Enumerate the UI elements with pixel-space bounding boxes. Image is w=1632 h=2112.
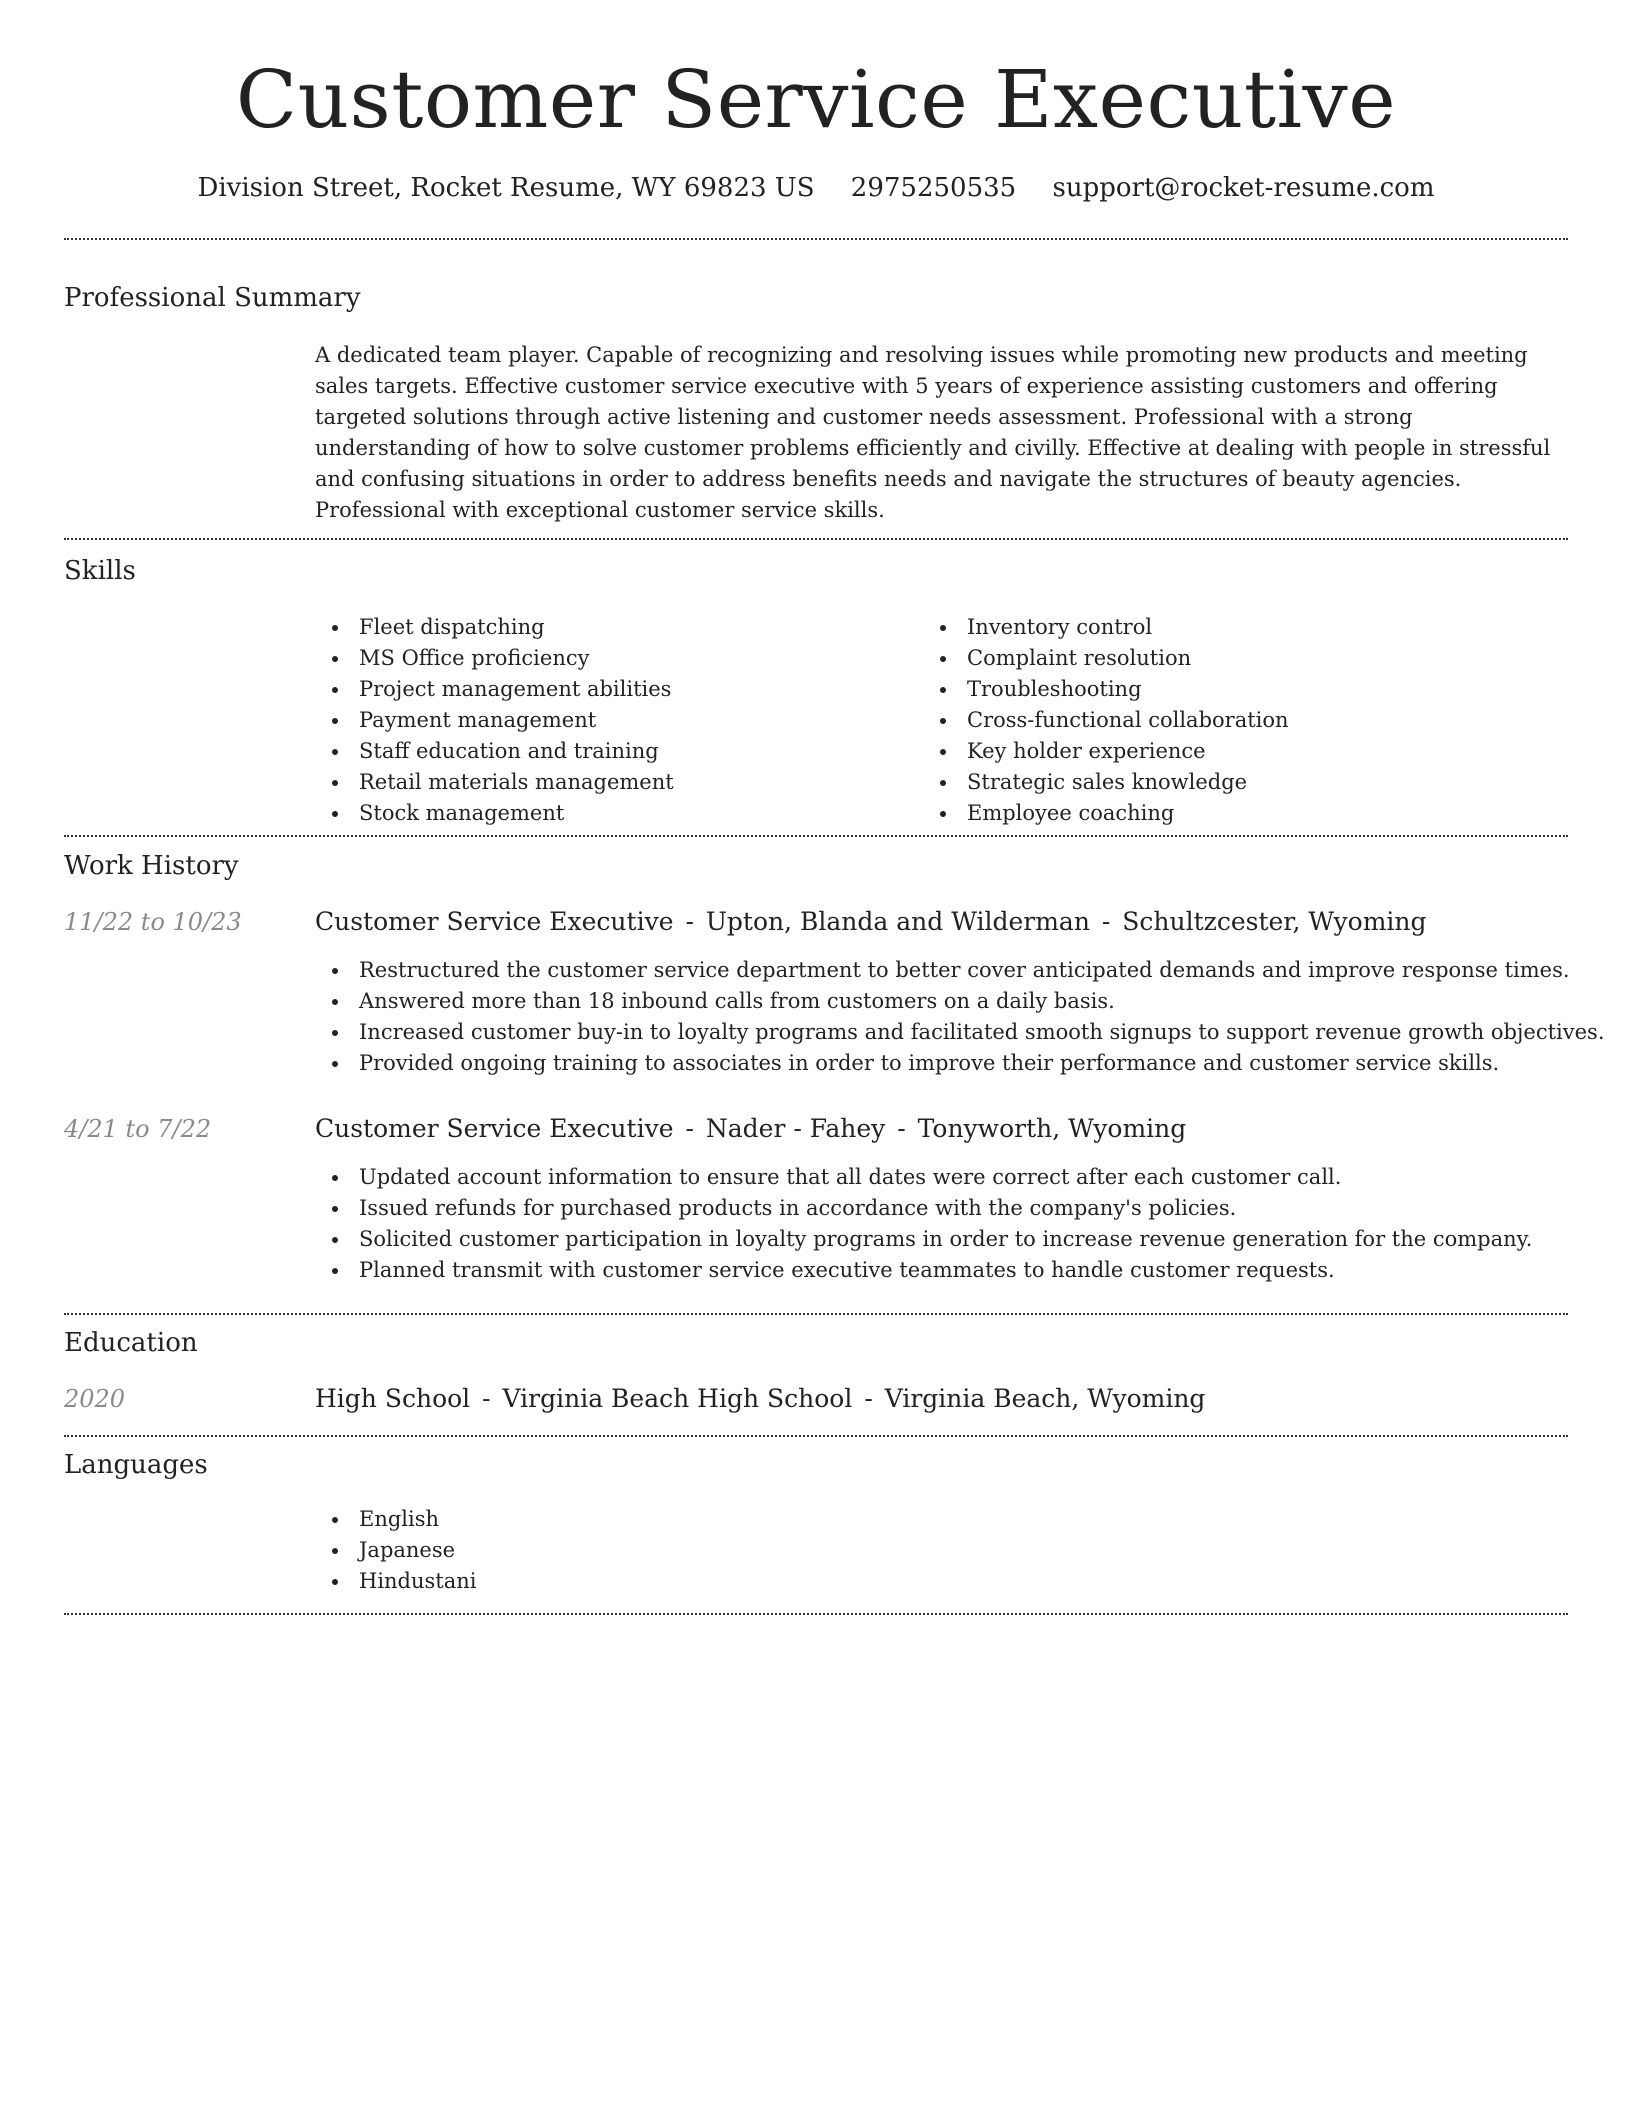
skill-item: Strategic sales knowledge [923,767,1289,798]
languages-list [315,1504,1568,1597]
education-year: 2020 [64,1385,126,1413]
address: Division Street, Rocket Resume, WY 69823 US [197,173,815,203]
language-item: Japanese [315,1535,1568,1566]
divider [64,1435,1568,1437]
skill-item: Employee coaching [923,798,1289,829]
section-title-summary: Professional Summary [64,283,361,313]
section-title-skills: Skills [64,556,136,586]
language-item: English [315,1504,1568,1535]
job-bullets [315,1162,1568,1286]
section-title-education: Education [64,1328,198,1358]
skill-item: Project management abilities [315,674,674,705]
job-company: Nader - Fahey [705,1114,886,1143]
job-bullets [315,955,1605,1079]
skill-item: MS Office proficiency [315,643,674,674]
job-company: Upton, Blanda and Wilderman [705,907,1090,936]
job-bullet: Updated account information to ensure that all dates were correct after each customer call. [315,1162,1568,1193]
skills-list-left [315,612,674,829]
skill-item: Key holder experience [923,736,1289,767]
skill-item: Stock management [315,798,674,829]
job-position: Customer Service Executive [315,1114,674,1143]
candidate-name: Customer Service Executive [235,53,1397,146]
divider [64,835,1568,837]
job-location: Tonyworth, Wyoming [917,1114,1187,1143]
separator: - [482,1384,491,1413]
skill-item: Payment management [315,705,674,736]
skill-item: Fleet dispatching [315,612,674,643]
language-item: Hindustani [315,1566,1568,1597]
separator: - [864,1384,873,1413]
job-bullet: Answered more than 18 inbound calls from customers on a daily basis. [315,986,1568,1017]
skill-item: Troubleshooting [923,674,1289,705]
divider [64,538,1568,540]
skill-item: Staff education and training [315,736,674,767]
divider [64,1313,1568,1315]
skill-item: Cross-functional collaboration [923,705,1289,736]
skills-list-right [923,612,1289,829]
job-dates: 11/22 to 10/23 [64,908,242,936]
education-degree: High School [315,1384,471,1413]
job-bullet: Issued refunds for purchased products in accordance with the company's policies. [315,1193,1568,1224]
separator: - [685,907,694,936]
separator: - [685,1114,694,1143]
phone: 2975250535 [850,173,1017,203]
job-bullet: Solicited customer participation in loyalty programs in order to increase revenue generation for the company. [315,1224,1568,1255]
skill-item: Complaint resolution [923,643,1289,674]
education-location: Virginia Beach, Wyoming [884,1384,1206,1413]
email: support@rocket-resume.com [1052,173,1435,203]
education-heading [315,1381,1205,1417]
section-title-work: Work History [64,851,239,881]
separator: - [1101,907,1111,936]
skill-item: Inventory control [923,612,1289,643]
skill-item: Retail materials management [315,767,674,798]
job-bullet: Restructured the customer service department to better cover anticipated demands and improve response times. [315,955,1568,986]
contact-line [0,170,1632,206]
section-title-languages: Languages [64,1450,208,1480]
job-position: Customer Service Executive [315,907,674,936]
job-heading [315,904,1427,940]
job-dates: 4/21 to 7/22 [64,1115,212,1143]
job-bullet: Provided ongoing training to associates in order to improve their performance and customer service skills. [315,1048,1568,1079]
job-heading [315,1111,1186,1147]
divider [64,238,1568,240]
education-school: Virginia Beach High School [502,1384,853,1413]
separator: - [897,1114,906,1143]
job-location: Schultzcester, Wyoming [1122,907,1427,936]
divider [64,1613,1568,1615]
job-bullet: Increased customer buy-in to loyalty programs and facilitated smooth signups to support revenue growth objectives. [315,1017,1568,1048]
job-bullet: Planned transmit with customer service executive teammates to handle customer requests. [315,1255,1568,1286]
summary-text: A dedicated team player. Capable of recognizing and resolving issues while promoting new products and meeting sales targets. Effective customer service executive with 5 years of experience assisting customers and offering targeted solutions through active listening and customer needs assessment. Professional with a strong understanding of how to solve customer problems efficiently and civilly. Effective at dealing with people in stressful and confusing situations in order to address benefits needs and navigate the structures of beauty agencies. Professional with exceptional customer service skills. [315,343,1551,522]
